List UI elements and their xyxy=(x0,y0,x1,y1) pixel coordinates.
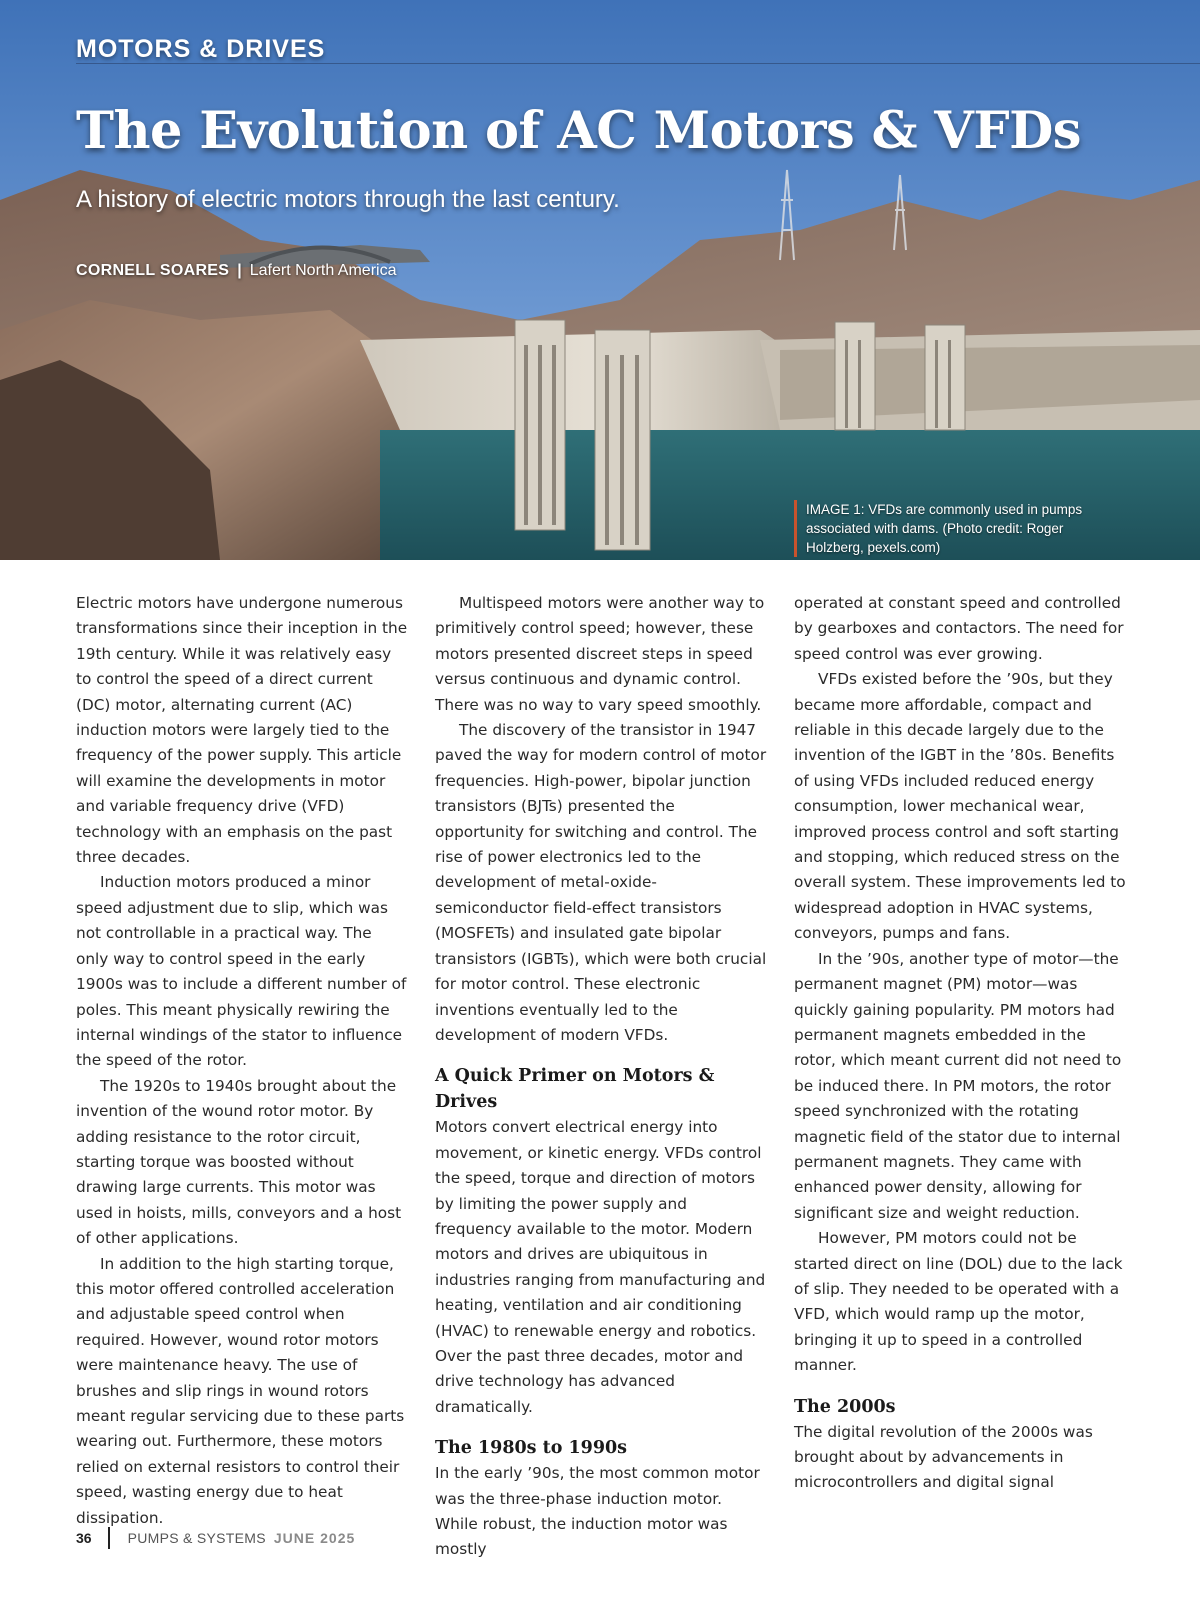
subheading-2000s: The 2000s xyxy=(794,1396,896,1417)
dam-photo xyxy=(0,0,1200,560)
article-column-1 xyxy=(76,591,408,1531)
paragraph: The 1920s to 1940s brought about the invention of the wound rotor motor. By adding resistance to the rotor circuit, starting torque was boosted without drawing large currents. This motor was used in hoists, mills, conveyors and a host of other applications. xyxy=(76,1076,402,1248)
byline xyxy=(76,262,396,280)
paragraph: VFDs existed before the ’90s, but they became more affordable, compact and reliable in this decade largely due to the invention of the IGBT in the ’80s. Benefits of using VFDs included reduced energy consumption, lower mechanical wear, improved process control and soft starting and stopping, which reduced stress on the overall system. These improvements led to widespread adoption in HVAC systems, conveyors, pumps and fans. xyxy=(794,670,1126,943)
image-caption: IMAGE 1: VFDs are commonly used in pumps associated with dams. (Photo credit: Roger Holzberg, pexels.com) xyxy=(794,500,1096,557)
subheading-primer: A Quick Primer on Motors & Drives xyxy=(435,1066,715,1113)
paragraph: In the ’90s, another type of motor—the permanent magnet (PM) motor—was quickly gaining popularity. PM motors had permanent magnets embedded in the rotor, which meant current did not need to be induced there. In PM motors, the rotor speed synchronized with the rotating magnetic field of the stator due to internal permanent magnets. They came with enhanced power density, allowing for significant size and weight reduction. xyxy=(794,949,1122,1222)
author-name: CORNELL SOARES xyxy=(76,262,230,279)
byline-separator: | xyxy=(237,262,242,279)
paragraph: In the early ’90s, the most common motor was the three-phase induction motor. While robust, the induction motor was mostly xyxy=(435,1464,760,1559)
paragraph: The digital revolution of the 2000s was brought about by advancements in microcontrollers and digital signal xyxy=(794,1422,1093,1492)
paragraph: Multispeed motors were another way to primitively control speed; however, these motors presented discreet steps in speed versus continuous and dynamic control. There was no way to vary speed smoothly. xyxy=(435,594,765,714)
paragraph: However, PM motors could not be started direct on line (DOL) due to the lack of slip. They needed to be operated with a VFD, which would ramp up the motor, bringing it up to speed in a controlled manner. xyxy=(794,1229,1123,1375)
paragraph: In addition to the high starting torque, this motor offered controlled acceleration and adjustable speed control when required. However, wound rotor motors were maintenance heavy. The use of brushes and slip rings in wound rotors meant regular servicing due to these parts wearing out. Furthermore, these motors relied on external resistors to control their speed, wasting energy due to heat dissipation. xyxy=(76,1254,405,1527)
article-column-3 xyxy=(794,591,1126,1496)
author-company: Lafert North America xyxy=(249,262,397,279)
article-column-2 xyxy=(435,591,767,1563)
subheading-1980s-1990s: The 1980s to 1990s xyxy=(435,1438,628,1459)
section-label: MOTORS & DRIVES xyxy=(76,35,326,63)
paragraph: The discovery of the transistor in 1947 paved the way for modern control of motor frequencies. High-power, bipolar junction transistors (BJTs) presented the opportunity for switching and control. The rise of power electronics led to the development of metal-oxide-semiconductor field-effect transistors (MOSFETs) and insulated gate bipolar transistors (IGBTs), which were both crucial for motor control. These electronic inventions eventually led to the development of modern VFDs. xyxy=(435,721,767,1044)
page-number: 36 xyxy=(76,1530,92,1546)
paragraph: operated at constant speed and controlled by gearboxes and contactors. The need for speed control was ever growing. xyxy=(794,594,1124,663)
paragraph: Induction motors produced a minor speed adjustment due to slip, which was not controllable in a practical way. The only way to control speed in the early 1900s was to include a different number of poles. This meant physically rewiring the internal windings of the stator to influence the speed of the rotor. xyxy=(76,873,407,1070)
paragraph: Motors convert electrical energy into movement, or kinetic energy. VFDs control the speed, torque and direction of motors by limiting the power supply and frequency available to the motor. Modern motors and drives are ubiquitous in industries ranging from manufacturing and heating, ventilation and air conditioning (HVAC) to renewable energy and robotics. Over the past three decades, motor and drive technology has advanced dramatically. xyxy=(435,1118,766,1416)
header-rule xyxy=(76,63,1200,64)
magazine-name: PUMPS & SYSTEMS xyxy=(127,1530,266,1546)
paragraph: Electric motors have undergone numerous transformations since their inception in the 19th century. While it was relatively easy to control the speed of a direct current (DC) motor, alternating current (AC) induction motors were largely tied to the frequency of the power supply. This article will examine the developments in motor and variable frequency drive (VFD) technology with an emphasis on the past three decades. xyxy=(76,594,408,867)
issue-date: JUNE 2025 xyxy=(273,1530,356,1546)
page-footer xyxy=(76,1527,355,1549)
article-subtitle: A history of electric motors through the last century. xyxy=(76,186,620,213)
article-title: The Evolution of AC Motors & VFDs xyxy=(76,101,1082,161)
hero-image xyxy=(0,0,1200,560)
footer-divider xyxy=(108,1527,110,1549)
